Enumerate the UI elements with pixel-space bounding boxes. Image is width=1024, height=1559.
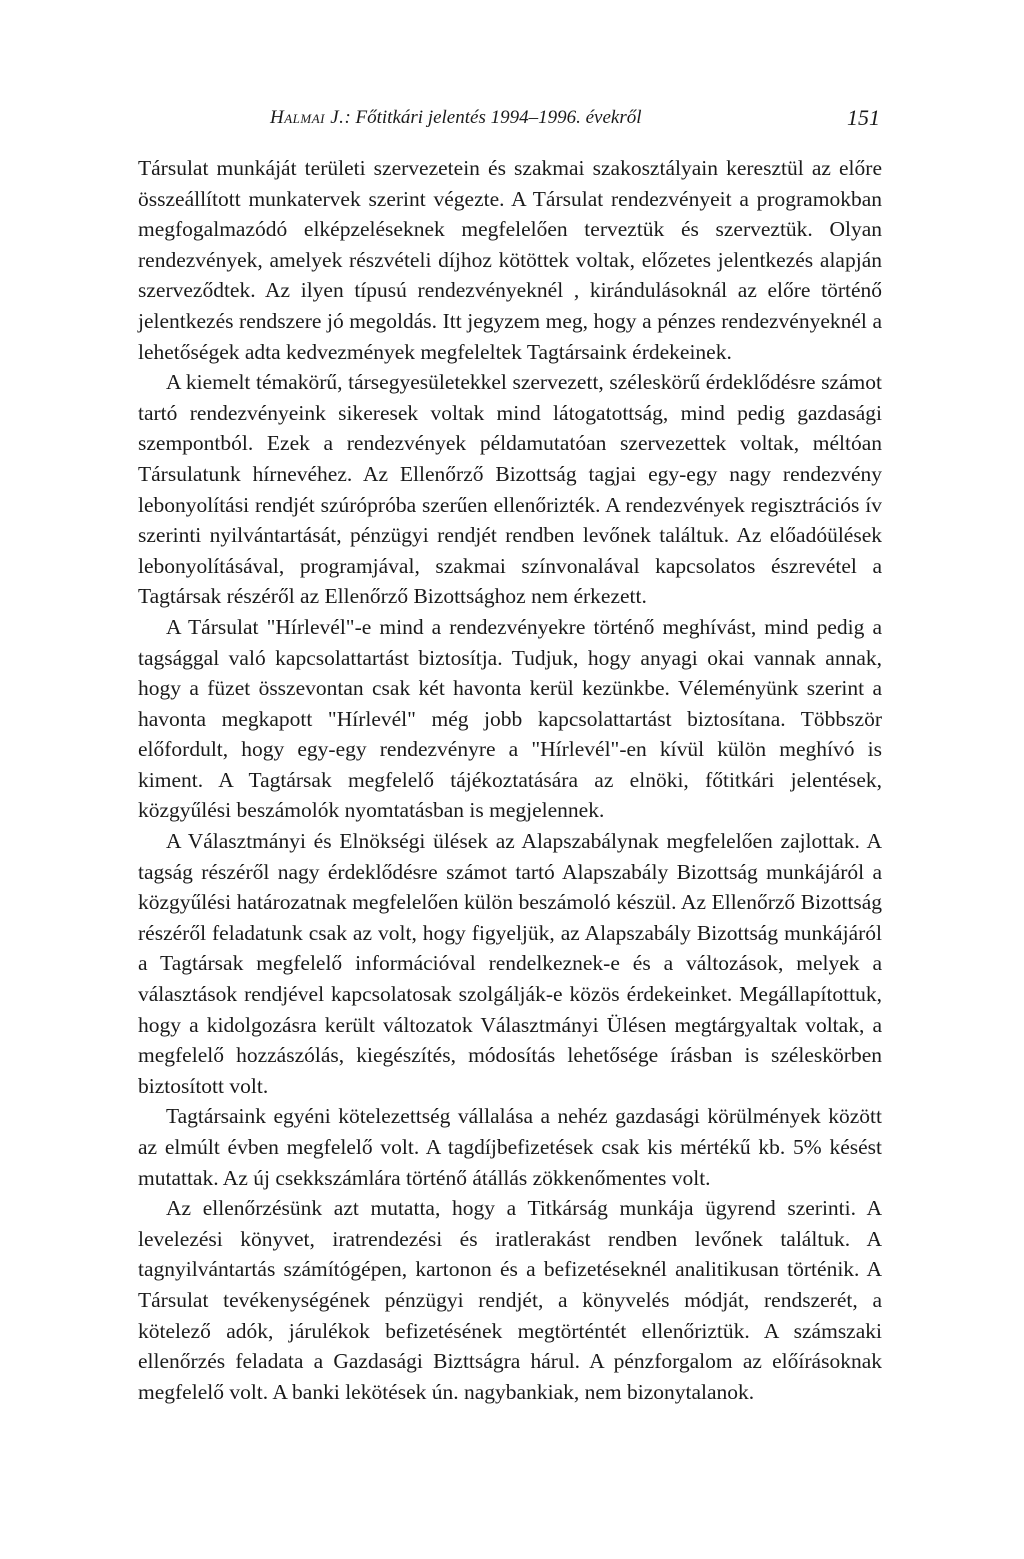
paragraph: Tagtársaink egyéni kötelezettség vállalása a nehéz gazdasági körülmények között az elmúlt évben megfelelő volt. A tagdíjbefizetések csak kis mértékű kb. 5% késést mutattak. Az új csekkszámlára történő átállás zökkenőmentes volt. [138, 1104, 882, 1190]
body-text [138, 153, 882, 1407]
paragraph: A kiemelt témakörű, társegyesületekkel szervezett, széleskörű érdeklődésre számot tartó rendezvényeink sikeresek voltak mind látogatottság, mind pedig gazdasági szempontból. Ezek a rendezvények példamutatóan szervezettek voltak, méltóan Társulatunk hírnevéhez. Az Ellenőrző Bizottság tagjai egy-egy nagy rendezvény lebonyolítási rendjét szúrópróba szerűen ellenőrizték. A rendezvények regisztrációs ív szerinti nyilvántartását, pénzügyi rendjét rendben levőnek találtuk. Az előadóülések lebonyolításával, programjával, szakmai színvonalával kapcsolatos észrevétel a Tagtársak részéről az Ellenőrző Bizottsághoz nem érkezett. [138, 370, 882, 609]
paragraph: A Választmányi és Elnökségi ülések az Alapszabálynak megfelelően zajlottak. A tagság részéről nagy érdeklődésre számot tartó Alapszabály Bizottság munkájáról a közgyűlési határozatnak megfelelően külön beszámoló készül. Az Ellenőrző Bizottság részéről feladatunk csak az volt, hogy figyeljük, az Alapszabály Bizottság munkájáról a Tagtársak megfelelő információval rendelkeznek-e és a változások, melyek a választások rendjével kapcsolatosak szolgálják-e közös érdekeinket. Megállapítottuk, hogy a kidolgozásra került változatok Választmányi Ülésen megtárgyaltak voltak, a megfelelő hozzászólás, kiegészítés, módosítás lehetősége írásban is széleskörben biztosított volt. [138, 829, 882, 1098]
header-author: Halmai J. [270, 107, 345, 128]
page-number: 151 [847, 105, 880, 130]
header-separator: : [344, 107, 356, 128]
header-title: Főtitkári jelentés 1994–1996. évekről [355, 107, 642, 128]
paragraph: Az ellenőrzésünk azt mutatta, hogy a Titkárság munkája ügyrend szerinti. A levelezési könyvet, iratrendezési és iratlerakást rendben levőnek találtuk. A tagnyilvántartás számítógépen, kartonon és a befizetéseknél analitikusan történik. A Társulat tevékenységének pénzügyi rendjét, a könyvelés módját, rendszerét, a kötelező adók, járulékok befizetésének megtörténtét ellenőriztük. A számszaki ellenőrzés feladata a Gazdasági Bizttságra hárul. A pénzforgalom az előírásoknak megfelelő volt. A banki lekötések ún. nagybankiak, nem bizonytalanok. [138, 1196, 882, 1404]
running-header [270, 103, 880, 133]
paragraph: A Társulat "Hírlevél"-e mind a rendezvényekre történő meghívást, mind pedig a tagsággal való kapcsolattartást biztosítja. Tudjuk, hogy anyagi okai vannak annak, hogy a füzet összevontan csak két havonta kerül kezünkbe. Véleményünk szerint a havonta megkapott "Hírlevél" még jobb kapcsolattartást biztosítana. Többször előfordult, hogy egy-egy rendezvényre a "Hírlevél"-en kívül külön meghívó is kiment. A Tagtársak megfelelő tájékoztatására az elnöki, főtitkári jelentések, közgyűlési beszámolók nyomtatásban is megjelennek. [138, 614, 882, 823]
paragraph: Társulat munkáját területi szervezetein és szakmai szakosztályain keresztül az előre összeállított munkatervek szerint végezte. A Társulat rendezvényeit a programokban megfogalmazódó elképzeléseknek megfelelően terveztük és szerveztük. Olyan rendezvények, amelyek részvételi díjhoz kötöttek voltak, előzetes jelentkezés alapján szerveződtek. Az ilyen típusú rendezvényeknél , kirándulásoknál az előre történő jelentkezés rendszere jó megoldás. Itt jegyzem meg, hogy a pénzes rendezvényeknél a lehetőségek adta kedvezmények megfeleltek Tagtársaink érdekeinek. [138, 156, 882, 364]
